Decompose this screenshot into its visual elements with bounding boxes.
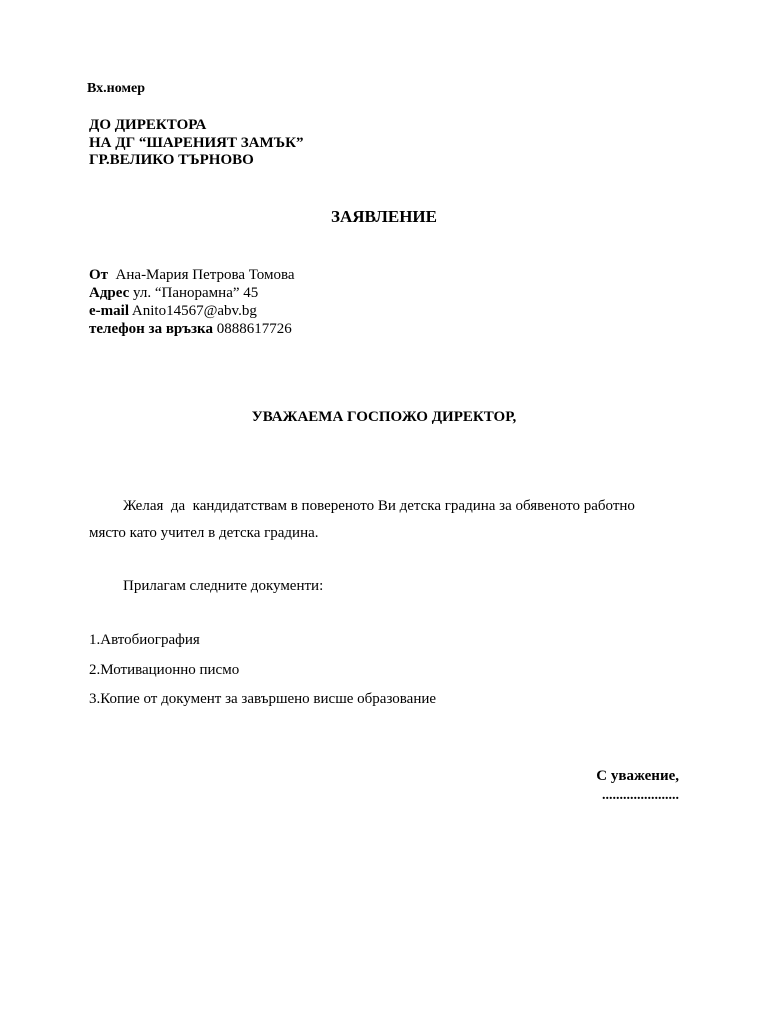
sender-name-label: От	[89, 267, 109, 283]
closing-phrase: С уважение,	[596, 768, 679, 784]
incoming-number-label: Вх.номер	[87, 81, 145, 96]
addressee-line-kindergarten: НА ДГ “ШАРЕНИЯТ ЗАМЪК”	[89, 134, 304, 151]
body-text-line-2: място като учител в детска градина.	[89, 525, 319, 541]
sender-email-value: Anito14567@abv.bg	[131, 303, 257, 319]
sender-address-label: Адрес	[89, 285, 130, 301]
sender-name-value: Ана-Мария Петрова Томова	[115, 267, 295, 283]
addressee-line-city: ГР.ВЕЛИКО ТЪРНОВО	[89, 152, 254, 168]
attachment-item: 3.Копие от документ за завършено висше образование	[89, 691, 437, 707]
attachments-intro: Прилагам следните документи:	[123, 578, 324, 594]
sender-phone-label: телефон за връзка	[89, 321, 213, 337]
attachment-item: 2.Мотивационно писмо	[89, 662, 240, 678]
addressee-line-director: ДО ДИРЕКТОРА	[89, 117, 207, 133]
sender-email-label: e-mail	[89, 303, 129, 319]
document-title: ЗАЯВЛЕНИЕ	[330, 207, 437, 226]
sender-name-row	[89, 266, 295, 284]
attachment-item: 1.Автобиография	[89, 632, 200, 648]
sender-phone-value: 0888617726	[216, 321, 292, 337]
salutation: УВАЖАЕМА ГОСПОЖО ДИРЕКТОР,	[251, 409, 517, 425]
body-text-line-1: Желая да кандидатствам в повереното Ви детска градина за обявеното работно	[123, 498, 635, 514]
signature-placeholder: ......................	[602, 788, 679, 803]
addressee-block	[89, 117, 304, 170]
sender-phone-row	[89, 320, 295, 338]
sender-address-row	[89, 284, 295, 302]
sender-block	[89, 266, 295, 338]
sender-address-value: ул. “Панорамна” 45	[133, 285, 259, 301]
sender-email-row	[89, 302, 295, 320]
